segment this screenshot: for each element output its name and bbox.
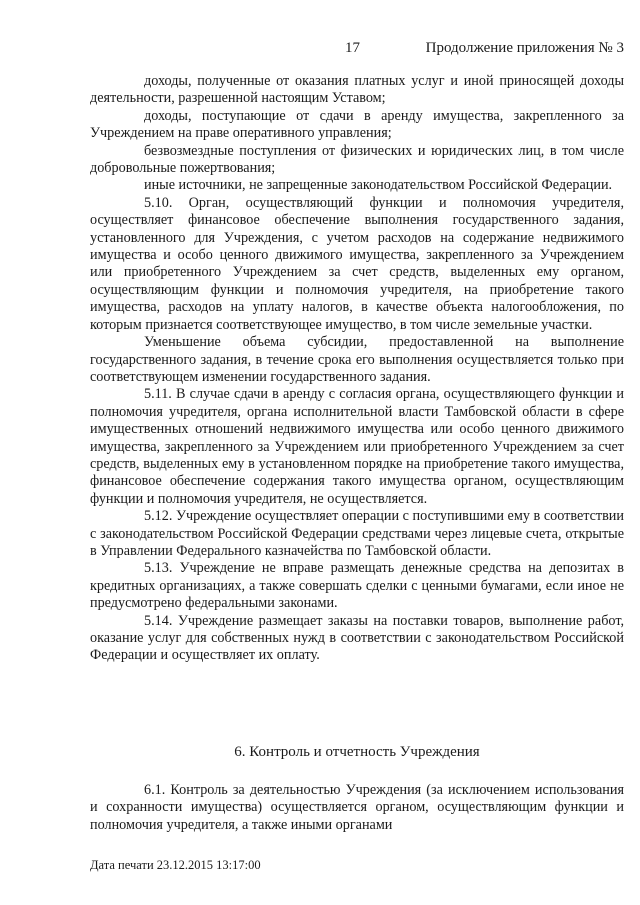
paragraph: доходы, полученные от оказания платных услуг и иной приносящей доходы деятельности, разрешенной настоящим Уставом; <box>90 73 624 107</box>
paragraph: Уменьшение объема субсидии, предоставленной на выполнение государственного задания, в течение срока его выполнения осуществляется только при соответствующем изменении государственного задания. <box>90 334 624 385</box>
paragraph: безвозмездные поступления от физических и юридических лиц, в том числе добровольные пожертвования; <box>90 142 624 177</box>
paragraph-5-10: 5.10. Орган, осуществляющий функции и полномочия учредителя, осуществляет финансовое обеспечение выполнения государственного задания, установленного для Учреждения, с учетом расходов на содержание недвижимого имущества и особо ценного движимого имущества, закрепленного за Учреждением или приобретенного Учреждением за счет средств, выделенных ему органом, осуществляющим функции и полномочия учредителя, на приобретение такого имущества, расходов на уплату налогов, в качестве объекта налогообложения, по которым признается соответствующее имущество, в том числе земельные участки. <box>90 194 624 333</box>
paragraph-5-13: 5.13. Учреждение не вправе размещать денежные средства на депозитах в кредитных организациях, а также совершать сделки с ценными бумагами, если иное не предусмотрено федеральными законами. <box>90 560 624 612</box>
paragraph-5-12: 5.12. Учреждение осуществляет операции с поступившими ему в соответствии с законодательством Российской Федерации средствами через лицевые счета, открытые в Управлении Федерального казначейства по Тамбовской области. <box>90 508 624 559</box>
paragraph-5-14: 5.14. Учреждение размещает заказы на поставки товаров, выполнение работ, оказание услуг для собственных нужд в соответствии с законодательством Российской Федерации и осуществляет их оплату. <box>90 612 624 664</box>
appendix-label: Продолжение приложения № 3 <box>425 40 624 56</box>
section-body <box>90 782 624 834</box>
paragraph-6-1: 6.1. Контроль за деятельностью Учреждения (за исключением использования и сохранности имущества) осуществляется органом, осуществляющим функции и полномочия учредителя, а также иными органами <box>90 782 624 833</box>
print-date: Дата печати 23.12.2015 13:17:00 <box>90 858 261 872</box>
paragraph: иные источники, не запрещенные законодательством Российской Федерации. <box>144 177 613 194</box>
body-text <box>90 73 624 665</box>
page-header <box>0 40 640 60</box>
section-title: 6. Контроль и отчетность Учреждения <box>234 744 480 760</box>
page-number: 17 <box>345 40 360 56</box>
paragraph-5-11: 5.11. В случае сдачи в аренду с согласия органа, осуществляющего функции и полномочия учредителя, органа исполнительной власти Тамбовской области в сфере имущественных отношений недвижимого имущества или особо ценного движимого имущества, закрепленного за Учреждением или приобретенного Учреждением за счет средств, выделенных ему в установленном порядке на приобретение такого имущества, финансовое обеспечение содержания такого имущества органом, осуществляющим функции и полномочия учредителя, не осуществляется. <box>90 386 624 507</box>
paragraph: доходы, поступающие от сдачи в аренду имущества, закрепленного за Учреждением на праве оперативного управления; <box>90 107 624 142</box>
